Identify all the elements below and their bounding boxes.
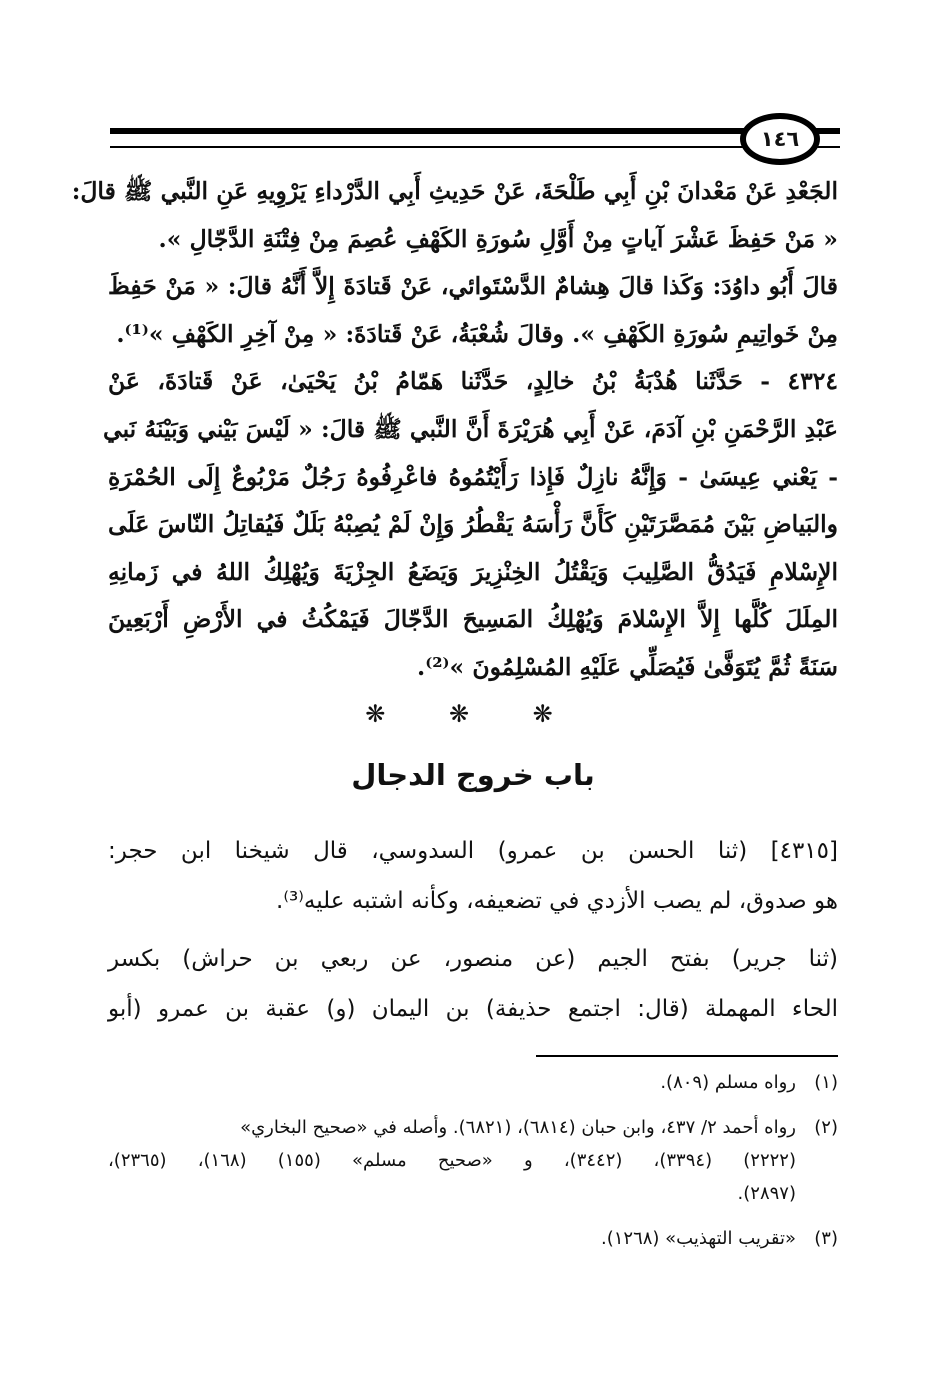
hadith-line: سَنَةً ثُمَّ يُتَوَفَّىٰ فَيُصَلِّي عَلَيْهِ المُسْلِمُونَ »⁽²⁾.	[417, 652, 838, 681]
commentary-line: [٤٣١٥] (ثنا الحسن بن عمرو) السدوسي، قال شيخنا ابن حجر:	[108, 838, 838, 864]
hadith-line: الإِسْلامِ فَيَدُقُّ الصَّلِيبَ وَيَقْتُلُ الخِنْزِيرَ وَيَضَعُ الجِزْيَةَ وَيُهْلِكُ اللهُ في زَمانِهِ	[108, 557, 838, 586]
footnote-text: (٢٨٩٧).	[737, 1183, 796, 1204]
section-separator: ❋ ❋ ❋	[365, 700, 581, 728]
hadith-text	[71, 168, 838, 692]
footnote-text: (٢٢٢٢) (٣٣٩٤)، (٣٤٤٢)، و «صحيح مسلم» (١٥٥) (١٦٨)، (٢٣٦٥)،	[108, 1150, 796, 1171]
commentary-text	[108, 826, 838, 1034]
header-rule	[110, 128, 840, 134]
footnote	[108, 1222, 838, 1255]
hadith-line: ٤٣٢٤ - حَدَّثَنا هُدْبَةُ بْنُ خالِدٍ، حَدَّثَنا هَمّامُ بْنُ يَحْيَىٰ، عَنْ قَتادَةَ، عَنْ	[108, 367, 838, 396]
footnote-number: (١)	[814, 1072, 838, 1093]
commentary-line: الحاء المهملة (قال: اجتمع حذيفة) بن اليمان (و) عقبة بن عمرو (أبو	[108, 996, 838, 1022]
footnote-text: رواه مسلم (٨٠٩).	[660, 1072, 796, 1093]
footnote-rule	[536, 1055, 838, 1057]
footnote-number: (٢)	[814, 1117, 838, 1138]
header-rule-thin	[110, 146, 840, 148]
hadith-line: الجَعْدِ عَنْ مَعْدانَ بْنِ أَبِي طَلْحَةَ، عَنْ حَدِيثِ أَبِي الدَّرْداءِ يَرْوِيهِ عَنِ النَّبي ﷺ قالَ:	[71, 177, 838, 205]
page-number: ١٤٦	[740, 113, 820, 165]
chapter-heading: باب خروج الدجال	[351, 758, 595, 792]
footnote-text: رواه أحمد ٢/ ٤٣٧، وابن حبان (٦٨١٤)، (٦٨٢١). وأصله في «صحيح البخاري»	[240, 1117, 796, 1138]
footnote-number: (٣)	[814, 1228, 838, 1249]
hadith-line: عَبْدِ الرَّحْمَنِ بْنِ آدَمَ، عَنْ أَبِي هُرَيْرَةَ أَنَّ النَّبي ﷺ قالَ: « لَيْسَ بَيْني وَبَيْنَهُ نَبي	[102, 414, 838, 443]
hadith-line: قالَ أَبُو داوُدَ: وَكَذا قالَ هِشامٌ الدَّسْتَوائي، عَنْ قَتادَةَ إِلاَّ أَنَّهُ قالَ: « مَنْ حَفِظَ	[108, 272, 838, 301]
footnotes	[108, 1066, 838, 1255]
commentary-line: (ثنا جرير) بفتح الجيم (عن منصور، عن ربعي بن حراش) بكسر	[108, 946, 838, 972]
footnote	[108, 1111, 838, 1210]
footnote	[108, 1066, 838, 1099]
hadith-line: والبَياضِ بَيْنَ مُمَصَّرَتَيْنِ كَأَنَّ رَأْسَهُ يَقْطُرُ وَإِنْ لَمْ يُصِبْهُ بَلَلٌ فَيُقاتِلُ النّاسَ عَلَى	[108, 510, 838, 539]
hadith-line: « مَنْ حَفِظَ عَشْرَ آياتٍ مِنْ أَوَّلِ سُورَةِ الكَهْفِ عُصِمَ مِنْ فِتْنَةِ الدَّجّالِ ».	[158, 224, 838, 253]
hadith-line: مِنْ خَواتِيمِ سُورَةِ الكَهْفِ ». وقالَ شُعْبَةُ، عَنْ قَتادَةَ: « مِنْ آخِرِ الكَهْفِ »⁽¹⁾.	[116, 319, 838, 348]
hadith-line: المِلَلَ كُلَّها إِلاَّ الإِسْلامَ وَيُهْلِكُ المَسِيحَ الدَّجّالَ فَيَمْكُثُ في الأَرْضِ أَرْبَعِينَ	[108, 605, 838, 634]
hadith-line: - يَعْني عِيسَىٰ - وَإِنَّهُ نازِلٌ فَإِذا رَأَيْتُمُوهُ فاعْرِفُوهُ رَجُلٌ مَرْبُوعٌ إِلَى الحُمْرَةِ	[108, 462, 838, 491]
footnote-text: «تقريب التهذيب» (١٢٦٨).	[601, 1228, 796, 1249]
commentary-line: هو صدوق، لم يصب الأزدي في تضعيفه، وكأنه اشتبه عليه⁽³⁾.	[276, 888, 838, 914]
